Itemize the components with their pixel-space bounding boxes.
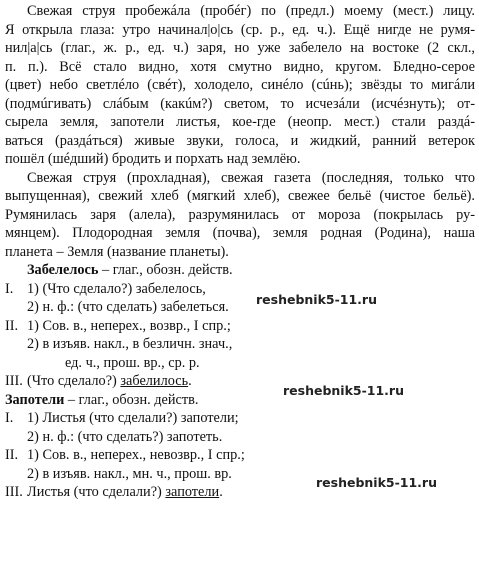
- text-line: сырела земля, запотели листья, кое-где (неопр. мест.) стали раздá-: [5, 114, 475, 130]
- analysis-item: III. (Что сделало?) забелилось.: [5, 373, 192, 389]
- analysis-item: 2) н. ф.: (что сделать) забелеться.: [27, 299, 229, 315]
- analysis-item: ед. ч., прош. вр., ср. р.: [65, 354, 200, 371]
- text-line: планета – Земля (название планеты).: [5, 243, 229, 260]
- text-line: мянцем). Плодородная земля (почва), земля родная (Родина), наша: [5, 225, 475, 241]
- analysis-heading: Забелелось – глаг., обозн. действ.: [27, 262, 233, 278]
- analysis-item: 2) в изъяв. накл., в безличн. знач.,: [27, 336, 233, 352]
- paragraph-2: [5, 169, 475, 262]
- analysis-item: II. 1) Сов. в., неперех., возвр., I спр.;: [5, 317, 231, 334]
- text-line: Свежая струя пробежáла (пробéг) по (предл.) моему (мест.) лицу.: [27, 3, 475, 19]
- analysis-heading: Запотели – глаг., обозн. действ.: [5, 391, 199, 408]
- text-line: ваться (раздáться) живые звуки, голоса, и жидкий, ранний ветерок: [5, 132, 475, 149]
- analysis-item: 2) в изъяв. накл., мн. ч., прош. вр.: [27, 465, 232, 482]
- underlined-word: забелилось: [120, 373, 189, 389]
- paragraph-1: [5, 2, 475, 169]
- text-line: Я открыла глаза: утро начинал|о|сь (ср. р., ед. ч.). Ещё нигде не румя-: [5, 21, 475, 38]
- text-line: Свежая струя (прохладная), свежая газета (последняя, только что: [27, 169, 475, 186]
- analysis-item: I. 1) Листья (что сделали?) запотели;: [5, 410, 239, 426]
- watermark-text: reshebnik5-11.ru: [316, 475, 437, 490]
- analysis-item: I. 1) (Что сделало?) забелелось,: [5, 280, 206, 297]
- analysis-word: Запотели: [5, 391, 65, 408]
- analysis-item: II. 1) Сов. в., неперех., невозвр., I спр.;: [5, 447, 245, 463]
- underlined-word: запотели: [165, 484, 220, 500]
- text-line: п. п.). Всё стало видно, хотя смутно видно, кругом. Бледно-серое: [5, 58, 475, 75]
- text-line: Румянилась заря (алела), разрумянилась от мороза (покрылась ру-: [5, 206, 475, 223]
- word-analysis-1: [5, 261, 475, 391]
- text-line: пошёл (шéдший) бродить и порхать над землёю.: [5, 151, 301, 167]
- analysis-word: Забелелось: [27, 262, 99, 278]
- text-line: нил|а|сь (глаг., ж. р., ед. ч.) заря, но уже забелело на востоке (2 скл.,: [5, 40, 475, 56]
- text-line: (цвет) небо светлéло (свéт), холодело, синéло (сúнь); звёзды то мигáли: [5, 77, 475, 93]
- watermark-text: reshebnik5-11.ru: [283, 383, 404, 398]
- document-page: [5, 2, 475, 502]
- analysis-item: III. Листья (что сделали?) запотели.: [5, 484, 223, 500]
- watermark-text: reshebnik5-11.ru: [256, 292, 377, 307]
- analysis-item: 2) н. ф.: (что сделать?) запотеть.: [27, 428, 223, 445]
- text-line: выпущенная), свежий хлеб (мягкий хлеб), свежее бельё (чистое бельё).: [5, 188, 475, 204]
- text-line: (подмúгивать) слáбым (какúм?) светом, то исчезáли (исчéзнуть); от-: [5, 95, 475, 112]
